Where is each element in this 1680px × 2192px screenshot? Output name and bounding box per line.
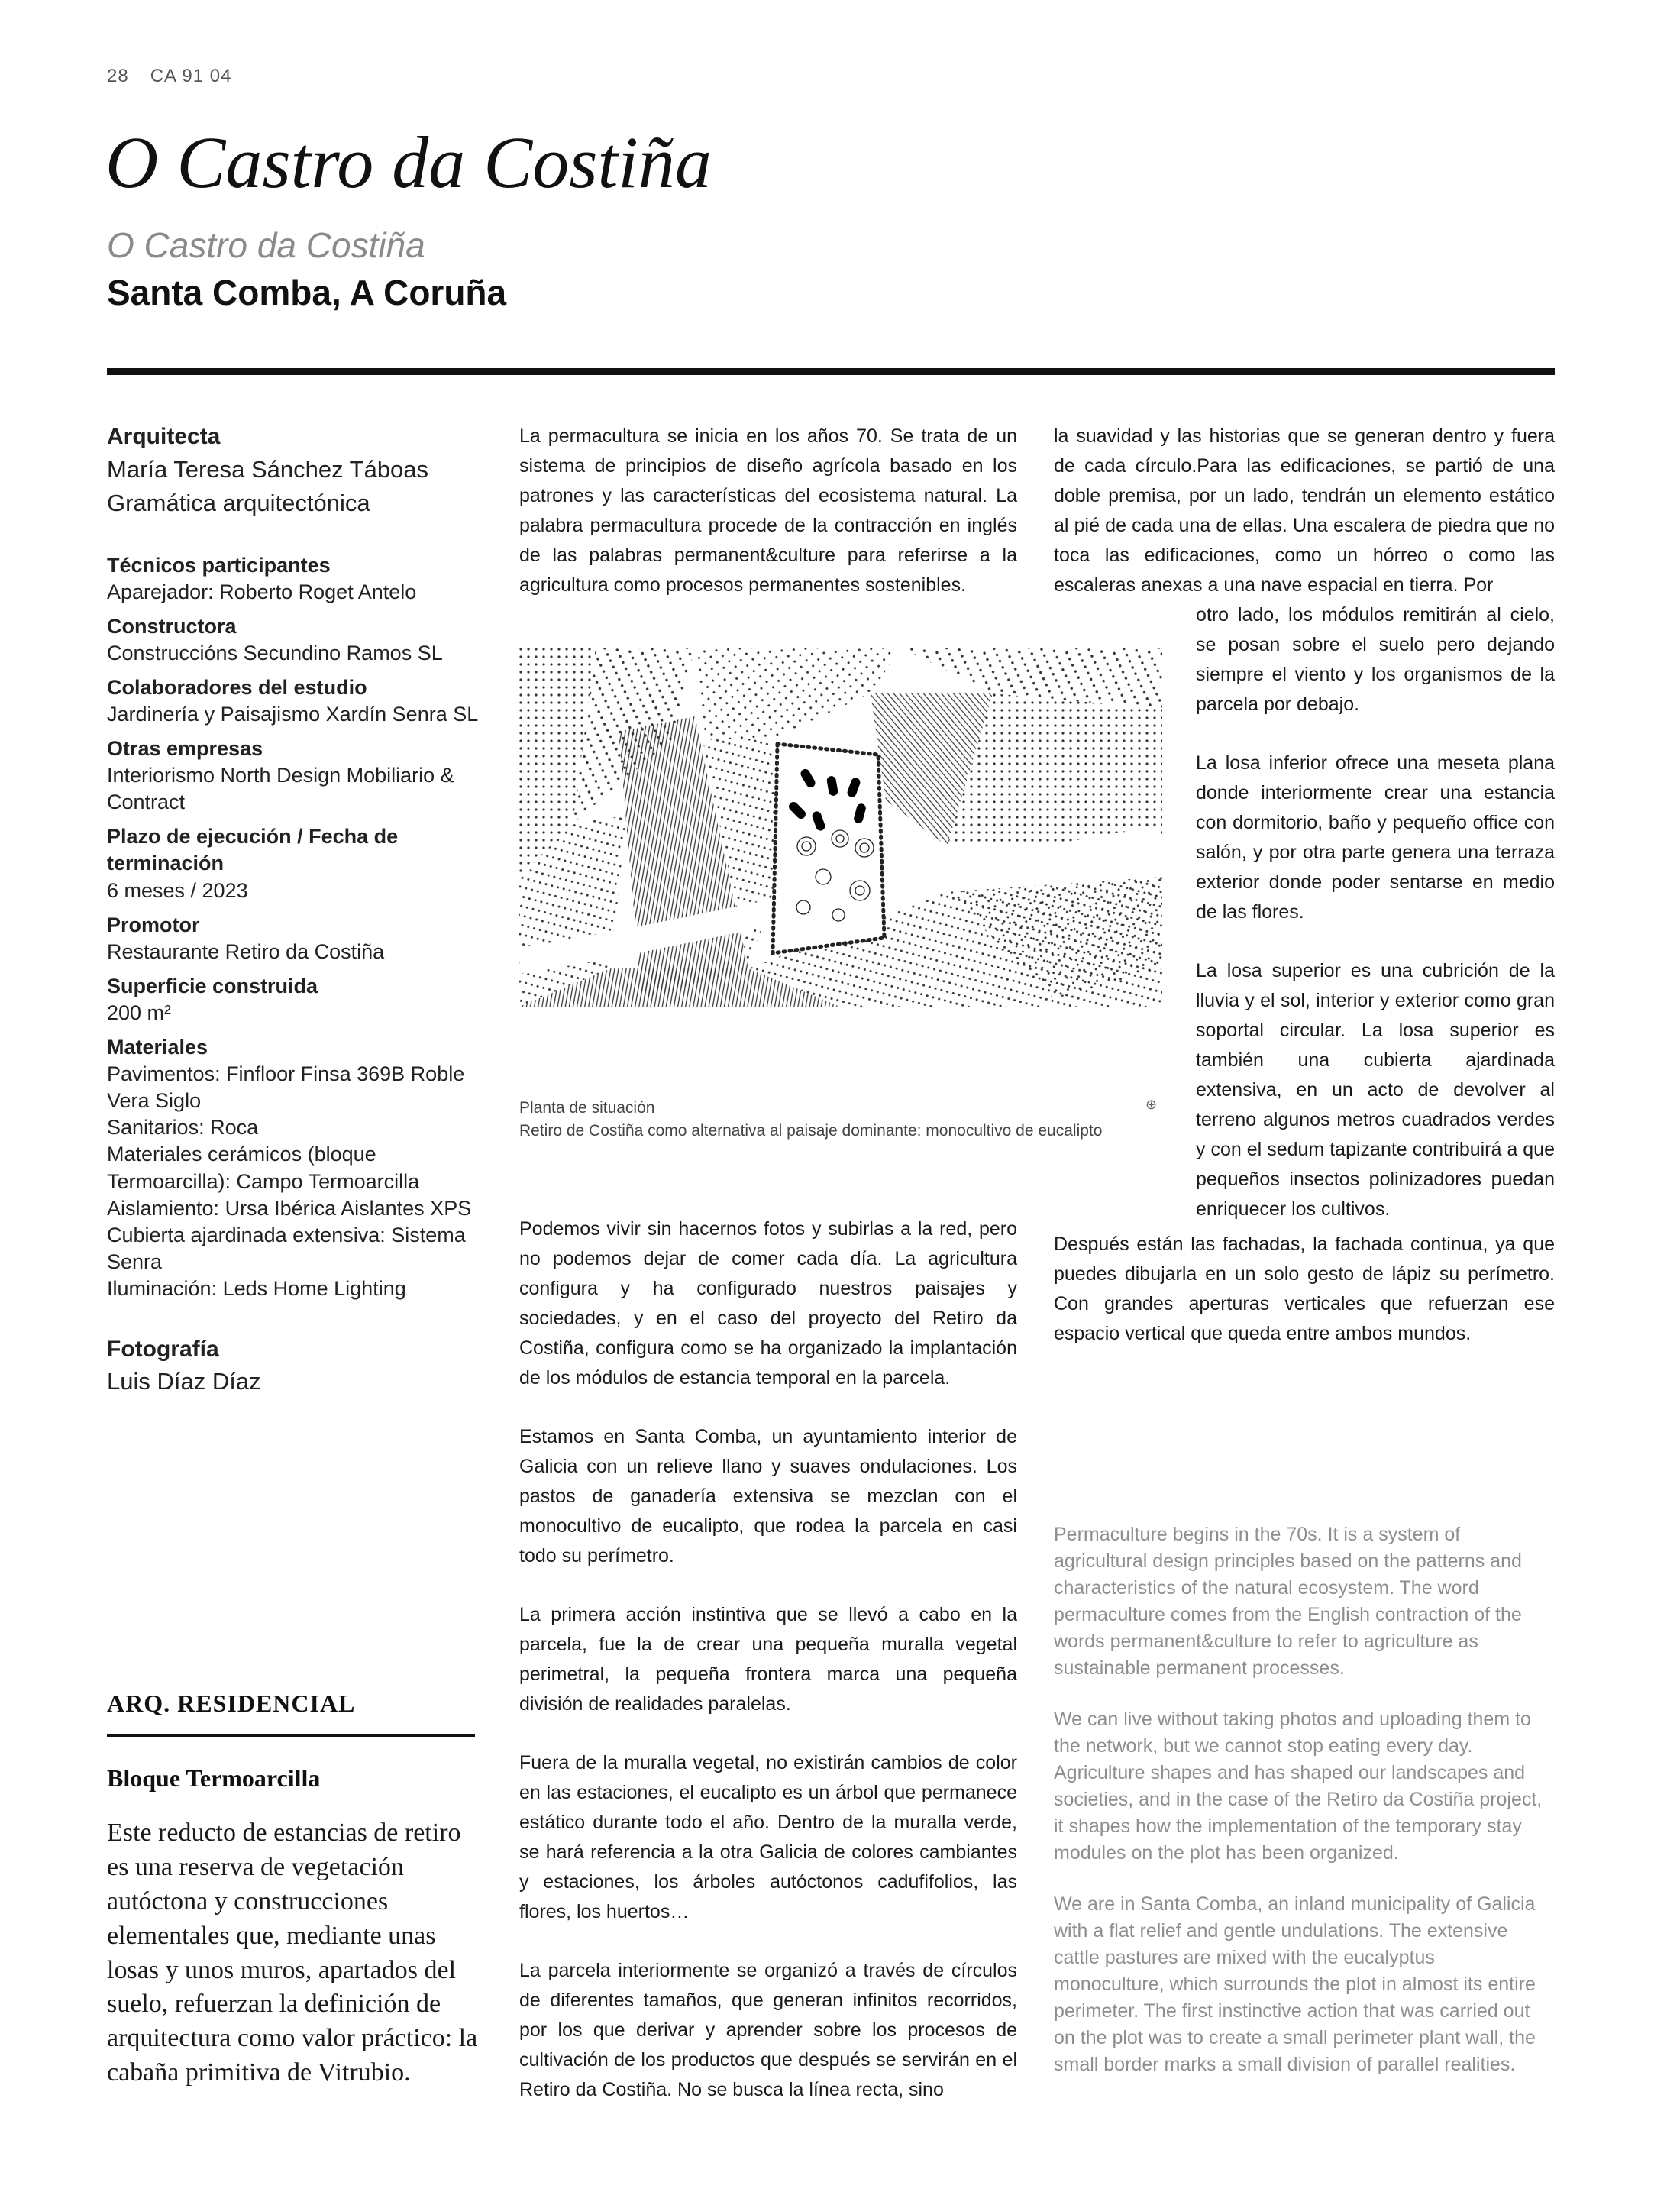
credit-value: Interiorismo North Design Mobiliario & Contract [107,764,454,814]
body-paragraph: Fuera de la muralla vegetal, no existirán cambios de color en las estaciones, el eucalipto es un árbol que permanece estático durante todo el año. Dentro de la muralla verde, se hará referencia a la otra Galicia de colores cambiantes y estaciones, los árboles autóctonos cadufifolios, las flores, los huertos… [519,1752,1017,1922]
body-paragraph: La losa superior es una cubrición de la lluvia y el sol, interior y exterior como gran soportal circular. La losa superior es también una cubierta ajardinada extensiva, en un acto de devolver al terreno algunos metros cuadrados verdes y con el sedum tapizante contribuirá a que pequeños insectos polinizadores puedan enriquecer los cultivos. [1196,960,1555,1220]
photography-label: Fotografía [107,1336,219,1362]
header-rule [107,368,1555,375]
body-paragraph: Podemos vivir sin hacernos fotos y subirlas a la red, pero no podemos dejar de comer cada día. La agricultura configura y ha configurado nuestros paisajes y sociedades, y en el caso del proyecto del Retiro da Costiña, configura como se ha organizado la implantación de los módulos de estancia temporal en la parcela. [519,1218,1017,1389]
architect-studio: Gramática arquitectónica [107,489,370,516]
credit-value: Aparejador: Roberto Roget Antelo [107,580,417,603]
material-item: Iluminación: Leds Home Lighting [107,1276,406,1300]
body-column-2-bottom [519,1214,1017,2134]
material-item: Cubierta ajardinada extensiva: Sistema Senra [107,1223,466,1273]
english-translation [1054,1521,1543,2103]
caption-title: Planta de situación [519,1099,655,1117]
architect-name: María Teresa Sánchez Táboas [107,455,429,483]
material-item: Materiales cerámicos (bloque Termoarcilla): Campo Termoarcilla [107,1143,420,1193]
body-column-3-top [1054,422,1555,600]
body-paragraph: La losa inferior ofrece una meseta plana donde interiormente crear una estancia con dormitorio, baño y pequeño office con salón, y por otra parte genera una terraza exterior donde poder sentarse en medio de las flores. [1196,752,1555,923]
body-paragraph: La permacultura se inicia en los años 70. Se trata de un sistema de principios de diseño agrícola basado en los patrones y las características del ecosistema natural. La palabra permacultura procede de la contracción en inglés de las palabras permanent&culture para referirse a la agricultura como procesos permanentes sostenibles. [519,425,1017,596]
category-description: Este reducto de estancias de retiro es una reserva de vegetación autóctona y construcciones elementales que, mediante unas losas y unos muros, apartados del suelo, refuerzan la definición de arquitectura como valor práctico: la cabaña primitiva de Vitrubio. [107,1819,478,2087]
credit-value: 6 meses / 2023 [107,878,248,902]
credit-value: Construccións Secundino Ramos SL [107,641,443,664]
body-paragraph: La parcela interiormente se organizó a través de círculos de diferentes tamaños, que generan infinitos recorridos, por los que derivar y aprender sobre los procesos de cultivación de los productos que después se servirán en el Retiro da Costiña. No se busca la línea recta, sino [519,1960,1017,2100]
article-subtitle: O Castro da Costiña [107,225,425,265]
body-paragraph: Después están las fachadas, la fachada continua, ya que puedes dibujarla en un solo gesto de lápiz su perímetro. Con grandes aperturas verticales que refuerzan ese espacio vertical que queda entre ambos mundos. [1054,1233,1555,1344]
article-title: O Castro da Costiña [105,121,712,203]
body-column-3-after [1054,1230,1555,1349]
credit-label: Otras empresas [107,737,263,761]
category-subtitle: Bloque Termoarcilla [107,1764,321,1792]
english-paragraph: Permaculture begins in the 70s. It is a system of agricultural design principles based on the patterns and characteristics of the natural ecosystem. The word permaculture comes from the English contraction of the words permanent&culture to refer to agriculture as sustainable permanent processes. [1054,1524,1522,1679]
materials-label: Materiales [107,1036,208,1059]
credit-value: Restaurante Retiro da Costiña [107,939,385,963]
credits-column [107,422,481,1398]
body-paragraph: Estamos en Santa Comba, un ayuntamiento interior de Galicia con un relieve llano y suaves ondulaciones. Los pastos de ganadería extensiva se mezclan con el monocultivo de eucalipto, que rodea la parcela en casi todo su perímetro. [519,1426,1017,1566]
body-paragraph: la suavidad y las historias que se generan dentro y fuera de cada círculo.Para las edificaciones, se partió de una doble premisa, por un lado, tendrán un elemento estático al pié de cada una de ellas. Una escalera de piedra que no toca las edificaciones, como un hórreo o como las escaleras anexas a una nave espacial en tierra. Por [1054,425,1555,596]
site-plan-figure [519,648,1162,1007]
credit-label: Superficie construida [107,974,318,997]
material-item: Aislamiento: Ursa Ibérica Aislantes XPS [107,1196,472,1220]
page-number: 28 [107,66,129,86]
credit-label: Constructora [107,614,237,638]
body-column-3-indented [1196,600,1555,1253]
credit-label: Colaboradores del estudio [107,675,367,699]
english-paragraph: We can live without taking photos and uploading them to the network, but we cannot stop eating every day. Agriculture shapes and has shaped our landscapes and societies, and in the case of the Retiro da Costiña project, it shapes how the implementation of the temporary stay modules on the plot has been organized. [1054,1709,1543,1864]
running-header [107,66,253,87]
photography-value: Luis Díaz Díaz [107,1368,261,1395]
category-label: ARQ. RESIDENCIAL [107,1689,356,1717]
material-item: Sanitarios: Roca [107,1116,259,1140]
north-arrow-icon: ⊕ [1145,1097,1158,1113]
credit-label: Técnicos participantes [107,553,331,577]
body-paragraph: otro lado, los módulos remitirán al cielo, se posan sobre el suelo pero dejando siempre el viento y los organismos de la parcela por debajo. [1196,604,1555,715]
english-paragraph: We are in Santa Comba, an inland municipality of Galicia with a flat relief and gentle undulations. The extensive cattle pastures are mixed with the eucalyptus monoculture, which surrounds the plot in almost its entire perimeter. The first instinctive action that was carried out on the plot was to create a small perimeter plant wall, the small border marks a small division of parallel realities. [1054,1893,1536,2075]
figure-caption [519,1097,1161,1143]
body-column-2-top [519,422,1017,600]
site-plan-drawing [519,648,1162,1007]
credit-value: 200 m² [107,1001,172,1024]
article-location: Santa Comba, A Coruña [107,273,507,312]
architect-label: Arquitecta [107,424,221,449]
material-item: Pavimentos: Finfloor Finsa 369B Roble Vera Siglo [107,1062,465,1113]
credit-label: Plazo de ejecución / Fecha de terminación [107,825,399,875]
credit-label: Promotor [107,913,200,936]
category-rule [107,1734,475,1737]
body-paragraph: La primera acción instintiva que se llevó a cabo en la parcela, fue la de crear una pequeña muralla vegetal perimetral, la pequeña frontera marca una pequeña división de realidades paralelas. [519,1604,1017,1715]
credit-value: Jardinería y Paisajismo Xardín Senra SL [107,703,479,726]
journal-issue: CA 91 04 [150,66,232,86]
caption-text: Retiro de Costiña como alternativa al paisaje dominante: monocultivo de eucalipto [519,1122,1103,1140]
